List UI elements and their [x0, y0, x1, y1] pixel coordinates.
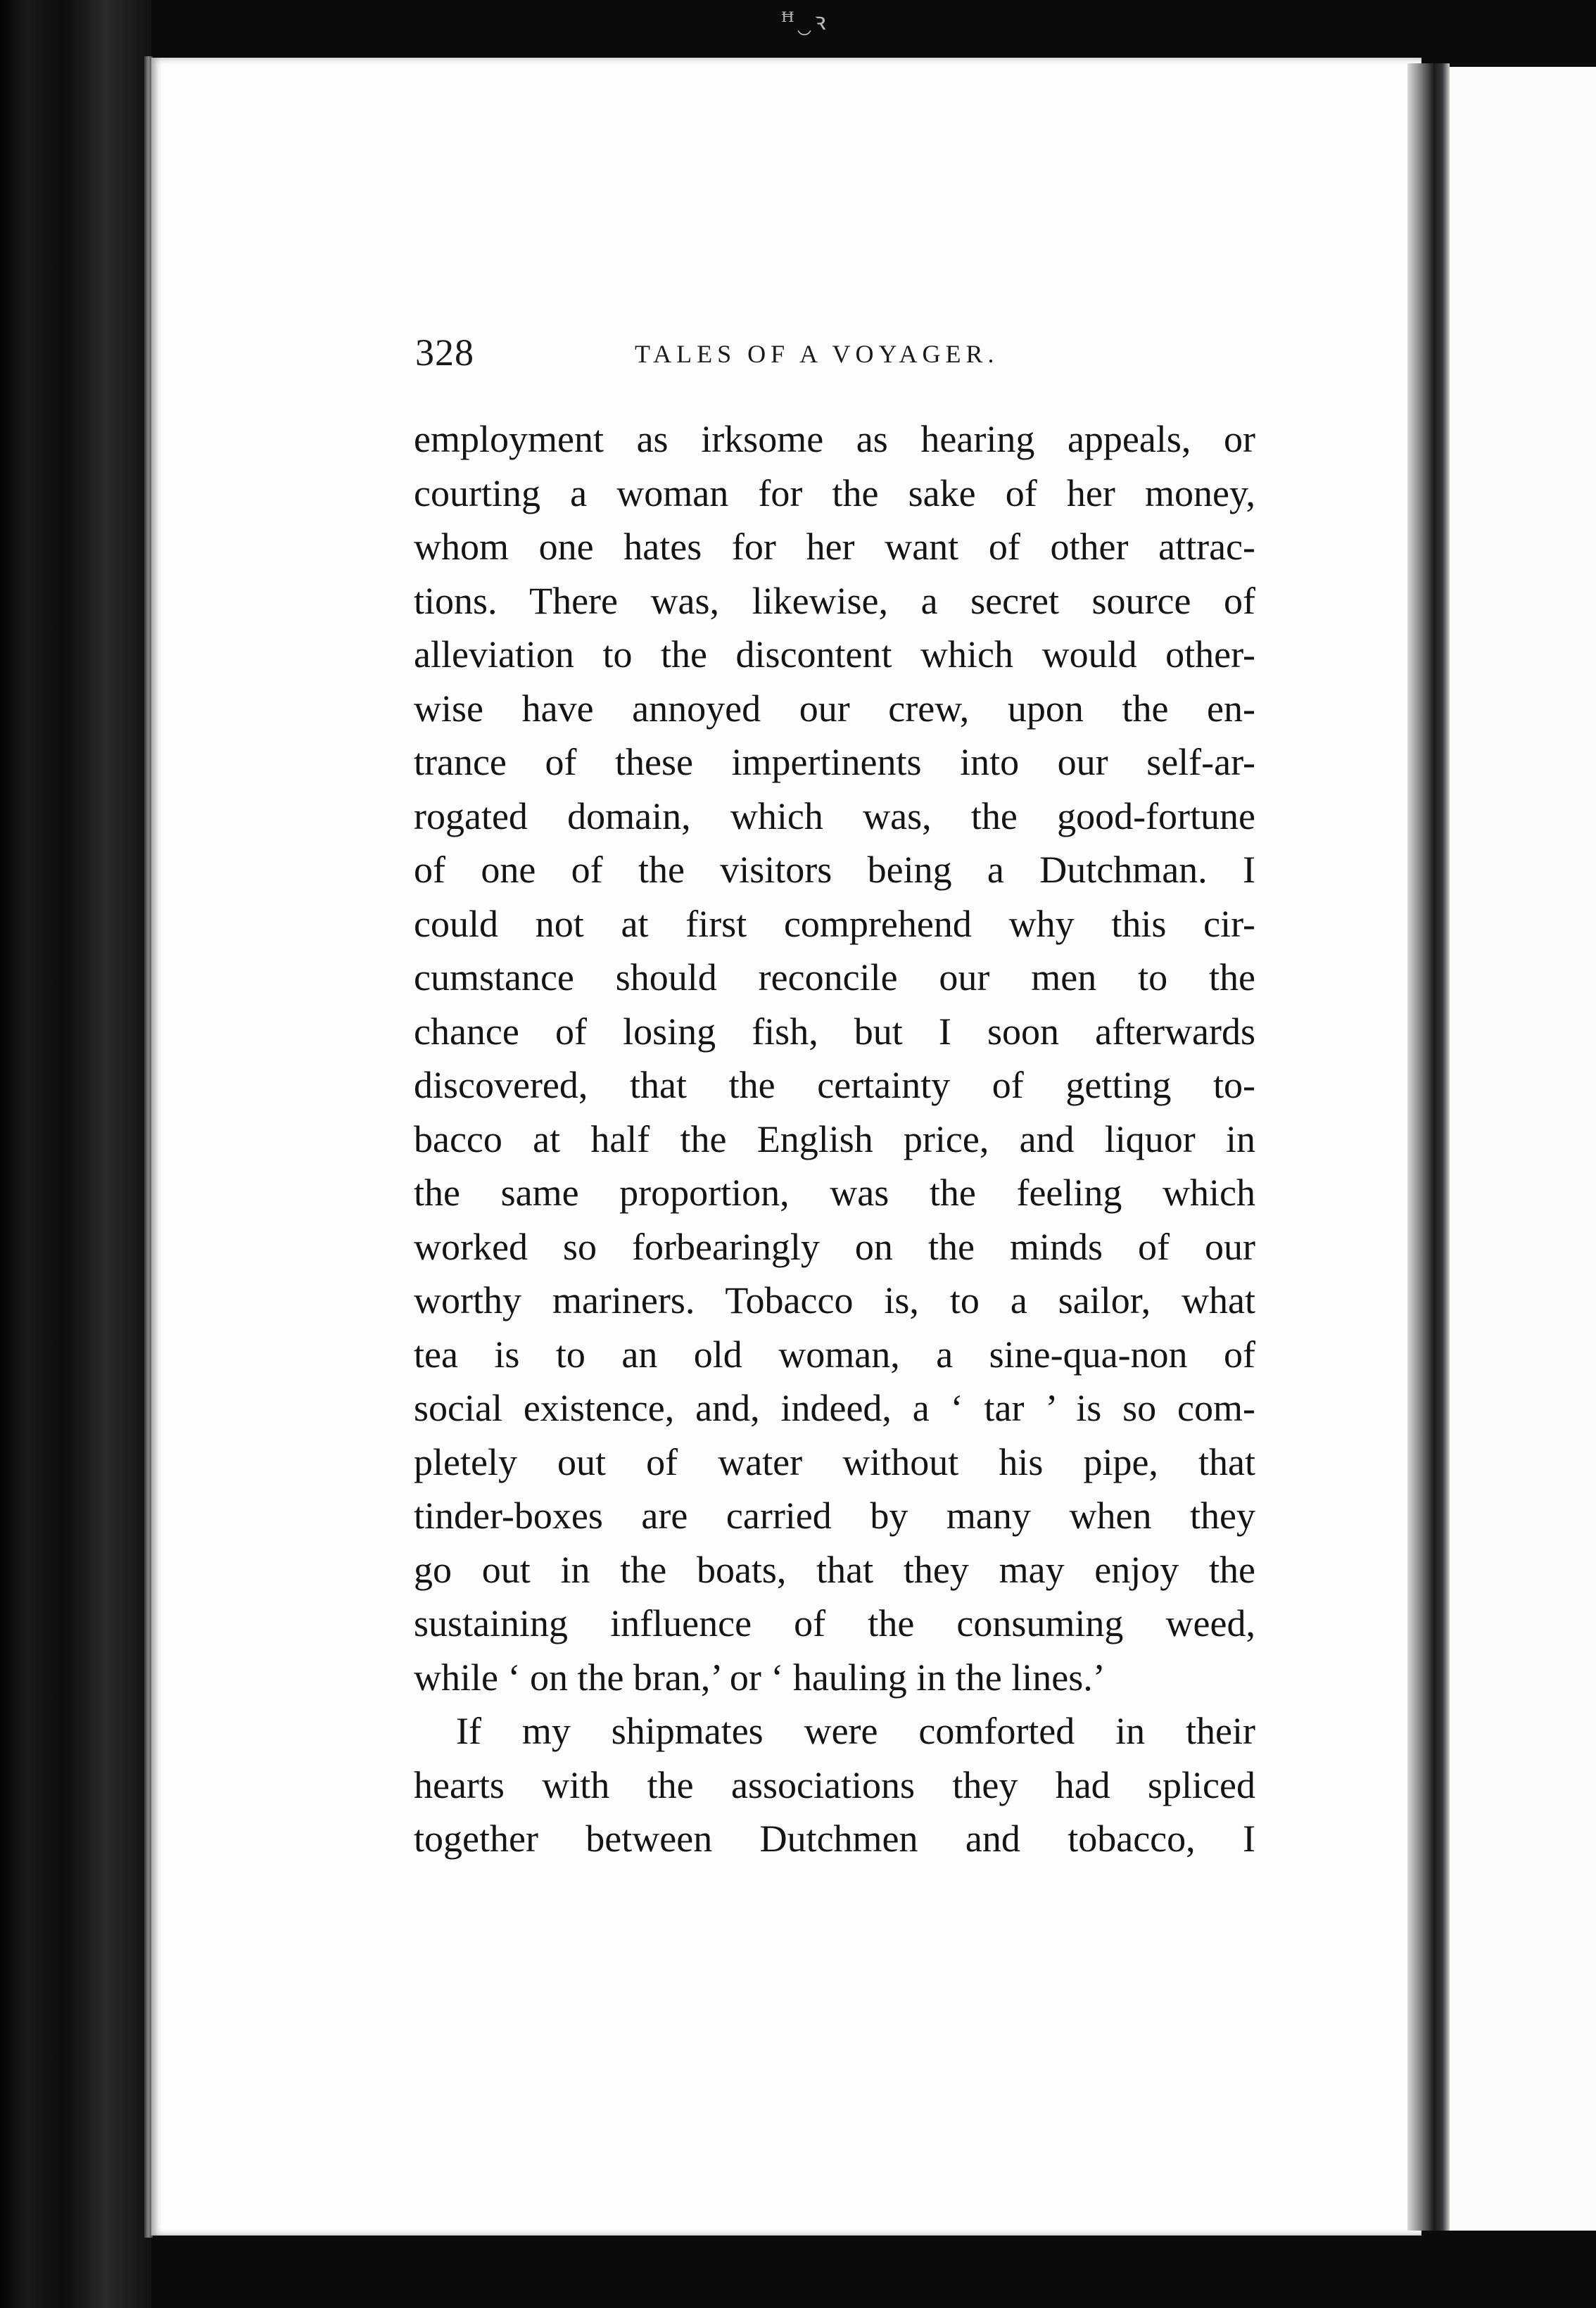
text-line: of one of the visitors being a Dutchman. I [414, 849, 1255, 891]
text-line: worthy mariners. Tobacco is, to a sailor, what [414, 1279, 1255, 1321]
text-line: worked so forbearingly on the minds of our [414, 1225, 1255, 1268]
text-line: tea is to an old woman, a sine-qua-non of [414, 1333, 1255, 1376]
page-number: 328 [415, 331, 474, 374]
book-binding [0, 0, 151, 2308]
text-line: courting a woman for the sake of her money, [414, 471, 1255, 514]
running-title: TALES OF A VOYAGER. [635, 340, 999, 368]
text-line: while ‘ on the bran,’ or ‘ hauling in the lines.’ [414, 1656, 1106, 1699]
body-text [414, 412, 1255, 1866]
text-line: wise have annoyed our crew, upon the en- [414, 687, 1255, 730]
text-line: bacco at half the English price, and liquor in [414, 1117, 1255, 1160]
text-line: discovered, that the certainty of getting to- [414, 1064, 1255, 1106]
text-line: the same proportion, was the feeling which [414, 1172, 1255, 1214]
text-line: trance of these impertinents into our self-ar- [414, 741, 1255, 783]
text-line: chance of losing fish, but I soon afterwards [414, 1010, 1255, 1053]
text-line: tinder-boxes are carried by many when they [414, 1495, 1255, 1537]
text-line: cumstance should reconcile our men to the [414, 956, 1255, 998]
scan-artifact-mark: ꟸ‿ꝛ [781, 8, 829, 36]
page-gutter [1407, 63, 1450, 2231]
text-line: sustaining influence of the consuming weed, [414, 1602, 1255, 1644]
text-line: could not at first comprehend why this cir- [414, 902, 1255, 945]
text-line: go out in the boats, that they may enjoy the [414, 1548, 1255, 1591]
text-line: whom one hates for her want of other attrac- [414, 526, 1255, 568]
text-line: pletely out of water without his pipe, that [414, 1440, 1255, 1483]
text-line: social existence, and, indeed, a ‘ tar ’ is so com- [414, 1387, 1255, 1429]
text-line: hearts with the associations they had spliced [414, 1763, 1255, 1806]
text-line: alleviation to the discontent which would other- [414, 633, 1255, 676]
text-line: If my shipmates were comforted in their [456, 1710, 1255, 1752]
text-line: employment as irksome as hearing appeals, or [414, 418, 1255, 460]
running-head [415, 331, 1260, 380]
text-line: together between Dutchmen and tobacco, I [414, 1818, 1255, 1860]
facing-page [1450, 67, 1596, 2231]
text-line: rogated domain, which was, the good-fortune [414, 794, 1255, 837]
text-line: tions. There was, likewise, a secret source of [414, 579, 1255, 622]
